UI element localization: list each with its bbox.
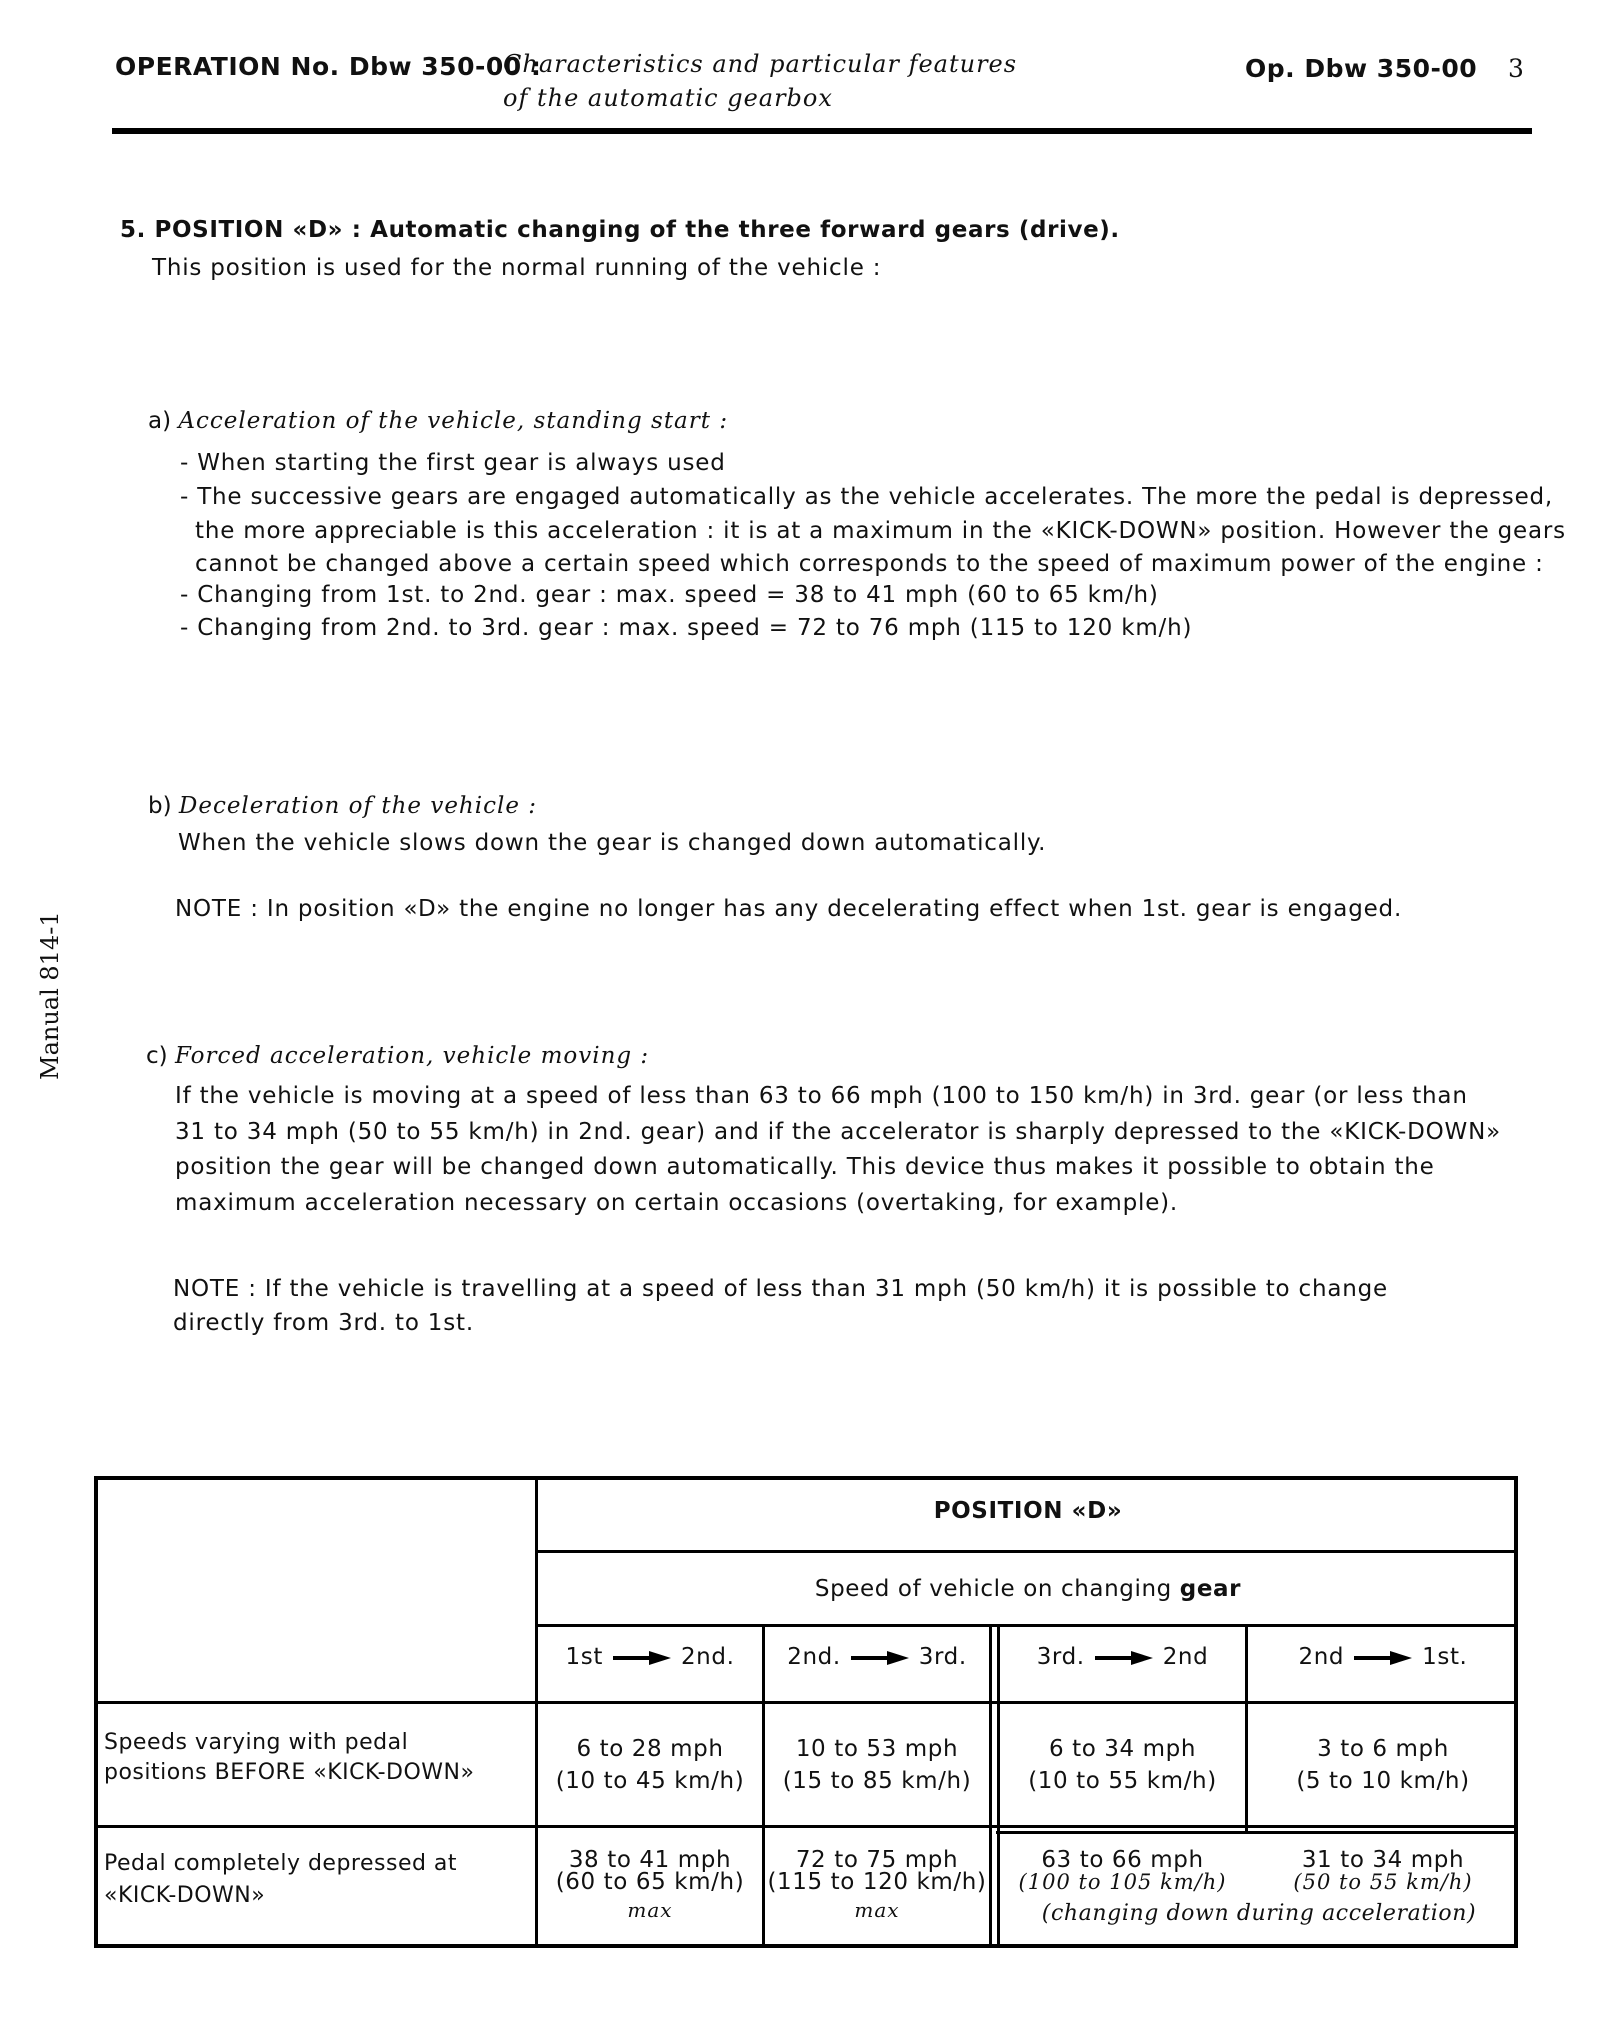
section-heading-text: Automatic changing of the three forward gears (drive). — [370, 217, 1120, 243]
table-rule-3 — [94, 1701, 1518, 1704]
table-col-line-3a — [989, 1624, 992, 1948]
row1-cell-1 — [538, 1733, 762, 1797]
column-header-2nd-1st — [1248, 1644, 1518, 1670]
part-c-note-line1: NOTE : If the vehicle is travelling at a speed of less than 31 mph (50 km/h) it is possible to change — [173, 1276, 1388, 1302]
from-gear: 1st — [565, 1644, 603, 1670]
speed-kmh: (115 to 120 km/h) — [767, 1869, 987, 1895]
row2-cell-4 — [1248, 1849, 1518, 1893]
table-title: POSITION «D» — [933, 1498, 1123, 1524]
row1-label — [104, 1728, 474, 1788]
part-b-line1: When the vehicle slows down the gear is changed down automatically. — [178, 830, 1047, 856]
speed-kmh: (10 to 55 km/h) — [1028, 1768, 1217, 1794]
arrow-right-icon — [1354, 1651, 1412, 1665]
document-title-line1: Characteristics and particular features — [503, 50, 1018, 78]
max-note: max — [854, 1898, 900, 1922]
part-a-line2: - The successive gears are engaged automatically as the vehicle accelerates. The more the pedal is depressed, — [180, 484, 1554, 510]
to-gear: 2nd — [1162, 1644, 1209, 1670]
table-rule-4 — [94, 1825, 1518, 1828]
max-note: max — [627, 1898, 673, 1922]
part-a-line3: the more appreciable is this acceleration : it is at a maximum in the «KICK-DOWN» position. However the gears — [195, 518, 1566, 544]
gear-change-speed-table — [94, 1476, 1518, 1948]
speed-kmh: (100 to 105 km/h) — [1018, 1870, 1227, 1894]
arrow-right-icon — [613, 1651, 671, 1665]
part-a-line6: - Changing from 2nd. to 3rd. gear : max. speed = 72 to 76 mph (115 to 120 km/h) — [180, 615, 1193, 641]
document-title-line2: of the automatic gearbox — [503, 84, 833, 112]
speed-mph: 31 to 34 mph — [1301, 1847, 1465, 1873]
speed-mph: 38 to 41 mph — [568, 1847, 732, 1873]
table-rule-1 — [535, 1550, 1518, 1553]
speed-mph: 6 to 28 mph — [576, 1736, 724, 1762]
table-rule-4b — [996, 1831, 1518, 1834]
part-c-line2: 31 to 34 mph (50 to 55 km/h) in 2nd. gear) and if the accelerator is sharply depressed to the «KICK-DOWN» — [175, 1119, 1501, 1145]
part-c-note-line2: directly from 3rd. to 1st. — [173, 1310, 474, 1336]
from-gear: 2nd. — [787, 1644, 841, 1670]
row1-cell-2 — [765, 1733, 989, 1797]
section-intro: This position is used for the normal running of the vehicle : — [152, 255, 882, 281]
row2-cell-1 — [538, 1849, 762, 1921]
part-c-title: Forced acceleration, vehicle moving : — [174, 1043, 650, 1069]
part-c-line1: If the vehicle is moving at a speed of less than 63 to 66 mph (100 to 150 km/h) in 3rd. gear (or less than — [175, 1083, 1468, 1109]
to-gear: 2nd. — [680, 1644, 735, 1670]
speed-kmh: (10 to 45 km/h) — [555, 1768, 745, 1794]
part-a-line5: - Changing from 1st. to 2nd. gear : max. speed = 38 to 41 mph (60 to 65 km/h) — [180, 582, 1159, 608]
arrow-right-icon — [1095, 1651, 1153, 1665]
part-a-title: Acceleration of the vehicle, standing start : — [178, 408, 729, 434]
part-a-line4: cannot be changed above a certain speed which corresponds to the speed of maximum power of the engine : — [195, 551, 1544, 577]
row2-shared-note: (changing down during acceleration) — [1041, 1901, 1477, 1926]
page-number: 3 — [1508, 54, 1524, 83]
speed-kmh: (5 to 10 km/h) — [1296, 1768, 1470, 1794]
row2-cell-2 — [765, 1849, 989, 1921]
speed-mph: 63 to 66 mph — [1041, 1847, 1204, 1873]
table-subtitle-gear: gear — [1179, 1576, 1242, 1602]
part-c-line4: maximum acceleration necessary on certain occasions (overtaking, for example). — [175, 1190, 1179, 1216]
table-rule-2 — [535, 1624, 1518, 1627]
row1-cell-4 — [1248, 1733, 1518, 1797]
part-c-letter: c) — [146, 1043, 168, 1069]
to-gear: 3rd. — [918, 1644, 967, 1670]
speed-mph: 10 to 53 mph — [795, 1736, 959, 1762]
from-gear: 2nd — [1298, 1644, 1345, 1670]
part-c-line3: position the gear will be changed down automatically. This device thus makes it possible to obtain the — [175, 1154, 1435, 1180]
speed-mph: 72 to 75 mph — [795, 1847, 959, 1873]
header-rule — [112, 128, 1532, 134]
section-heading-number: 5. POSITION «D» : — [120, 217, 362, 243]
operation-label: OPERATION No. Dbw 350-00 : — [115, 52, 542, 81]
column-header-3rd-2nd — [1000, 1644, 1245, 1670]
row2-label-line1: Pedal completely depressed at — [104, 1851, 458, 1876]
part-a-letter: a) — [148, 408, 172, 434]
part-b-letter: b) — [148, 793, 172, 819]
column-header-2nd-3rd — [765, 1644, 989, 1670]
section-heading — [120, 217, 1120, 243]
row1-label-line1: Speeds varying with pedal — [104, 1730, 409, 1755]
part-a-line1: - When starting the first gear is always used — [180, 450, 726, 476]
part-b-title: Deceleration of the vehicle : — [178, 793, 538, 819]
part-a — [148, 408, 728, 434]
speed-kmh: (15 to 85 km/h) — [782, 1768, 972, 1794]
column-header-1st-2nd — [538, 1644, 762, 1670]
part-c — [146, 1043, 649, 1069]
row2-label-line2: «KICK-DOWN» — [104, 1883, 266, 1908]
to-gear: 1st. — [1422, 1644, 1468, 1670]
part-b — [148, 793, 537, 819]
row2-label — [104, 1848, 457, 1912]
speed-mph: 6 to 34 mph — [1048, 1736, 1197, 1762]
table-subtitle-main: Speed of vehicle on changing — [814, 1576, 1180, 1602]
row1-cell-3 — [1000, 1733, 1245, 1797]
table-subtitle — [538, 1576, 1518, 1602]
speed-mph: 3 to 6 mph — [1317, 1736, 1449, 1762]
speed-kmh: (50 to 55 km/h) — [1293, 1870, 1473, 1894]
operation-reference: Op. Dbw 350-00 — [1245, 54, 1478, 83]
row2-cell-3 — [1000, 1849, 1245, 1893]
arrow-right-icon — [851, 1651, 909, 1665]
row1-label-line2: positions BEFORE «KICK-DOWN» — [104, 1760, 475, 1785]
from-gear: 3rd. — [1036, 1644, 1085, 1670]
speed-kmh: (60 to 65 km/h) — [555, 1869, 745, 1895]
part-b-note: NOTE : In position «D» the engine no longer has any decelerating effect when 1st. gear is engaged. — [175, 896, 1403, 922]
side-manual-label: Manual 814-1 — [36, 911, 64, 1080]
